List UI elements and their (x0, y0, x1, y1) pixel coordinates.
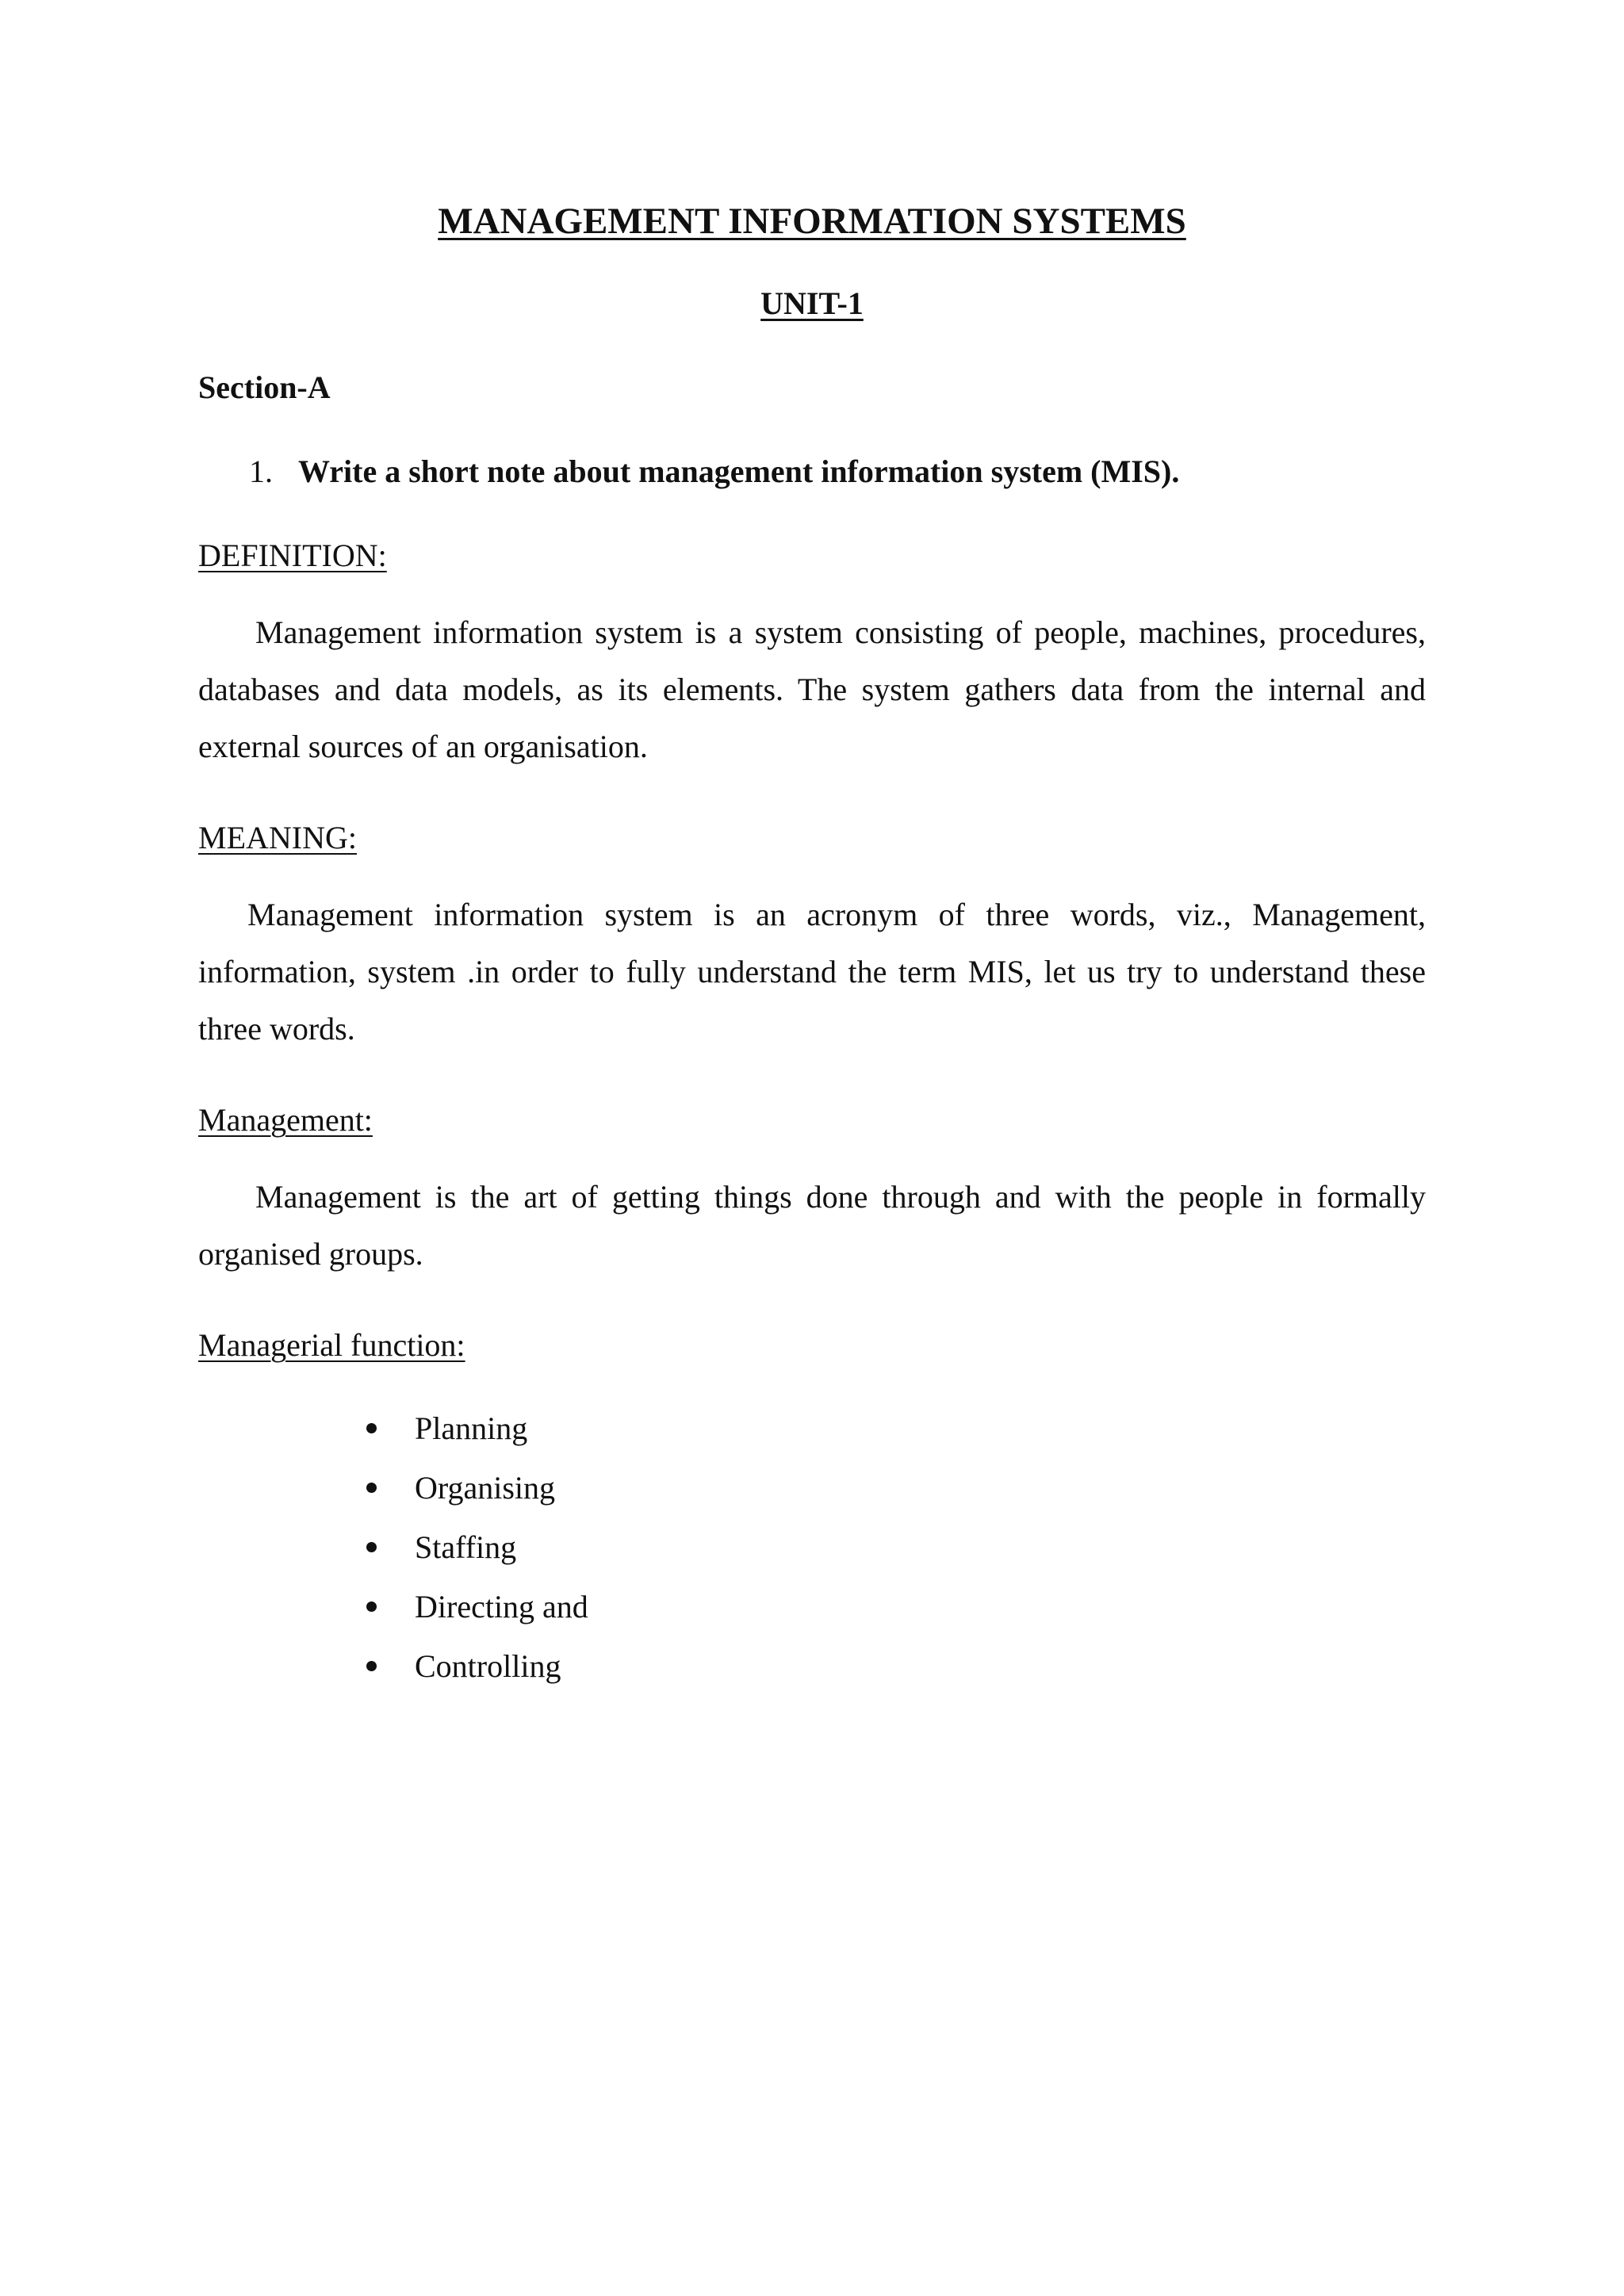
meaning-paragraph: Management information system is an acronym of three words, viz., Management, information, system .in order to fully understand the term MIS, let us try to understand these three words. (198, 897, 1426, 1047)
list-item (366, 1577, 1426, 1636)
managerial-function-list (198, 1399, 1426, 1696)
list-item (366, 1517, 1426, 1577)
list-item-label: Directing and (415, 1589, 588, 1624)
management-paragraph: Management is the art of getting things done through and with the people in formally organised groups. (198, 1179, 1426, 1272)
list-item-label: Staffing (415, 1529, 517, 1565)
management-heading: Management: (198, 1102, 373, 1138)
bullet-icon (366, 1542, 377, 1552)
bullet-icon (366, 1483, 377, 1493)
list-item-label: Organising (415, 1470, 556, 1506)
question-number: 1. (249, 453, 273, 489)
list-item (366, 1636, 1426, 1696)
unit-title: UNIT-1 (760, 285, 864, 321)
list-item-label: Planning (415, 1410, 528, 1446)
list-item (366, 1399, 1426, 1458)
bullet-icon (366, 1423, 377, 1433)
question-1 (249, 450, 1426, 493)
section-title: Section-A (198, 369, 331, 405)
definition-paragraph: Management information system is a system consisting of people, machines, procedures, databases and data models, as its elements. The system gathers data from the internal and external sources of an organisation. (198, 614, 1426, 764)
document-title: MANAGEMENT INFORMATION SYSTEMS (438, 201, 1186, 242)
list-item (366, 1458, 1426, 1517)
bullet-icon (366, 1661, 377, 1671)
meaning-heading: MEANING: (198, 820, 357, 855)
bullet-icon (366, 1601, 377, 1612)
managerial-function-heading: Managerial function: (198, 1327, 465, 1363)
question-text: Write a short note about management information system (MIS). (298, 453, 1180, 489)
list-item-label: Controlling (415, 1648, 561, 1684)
definition-heading: DEFINITION: (198, 538, 387, 573)
